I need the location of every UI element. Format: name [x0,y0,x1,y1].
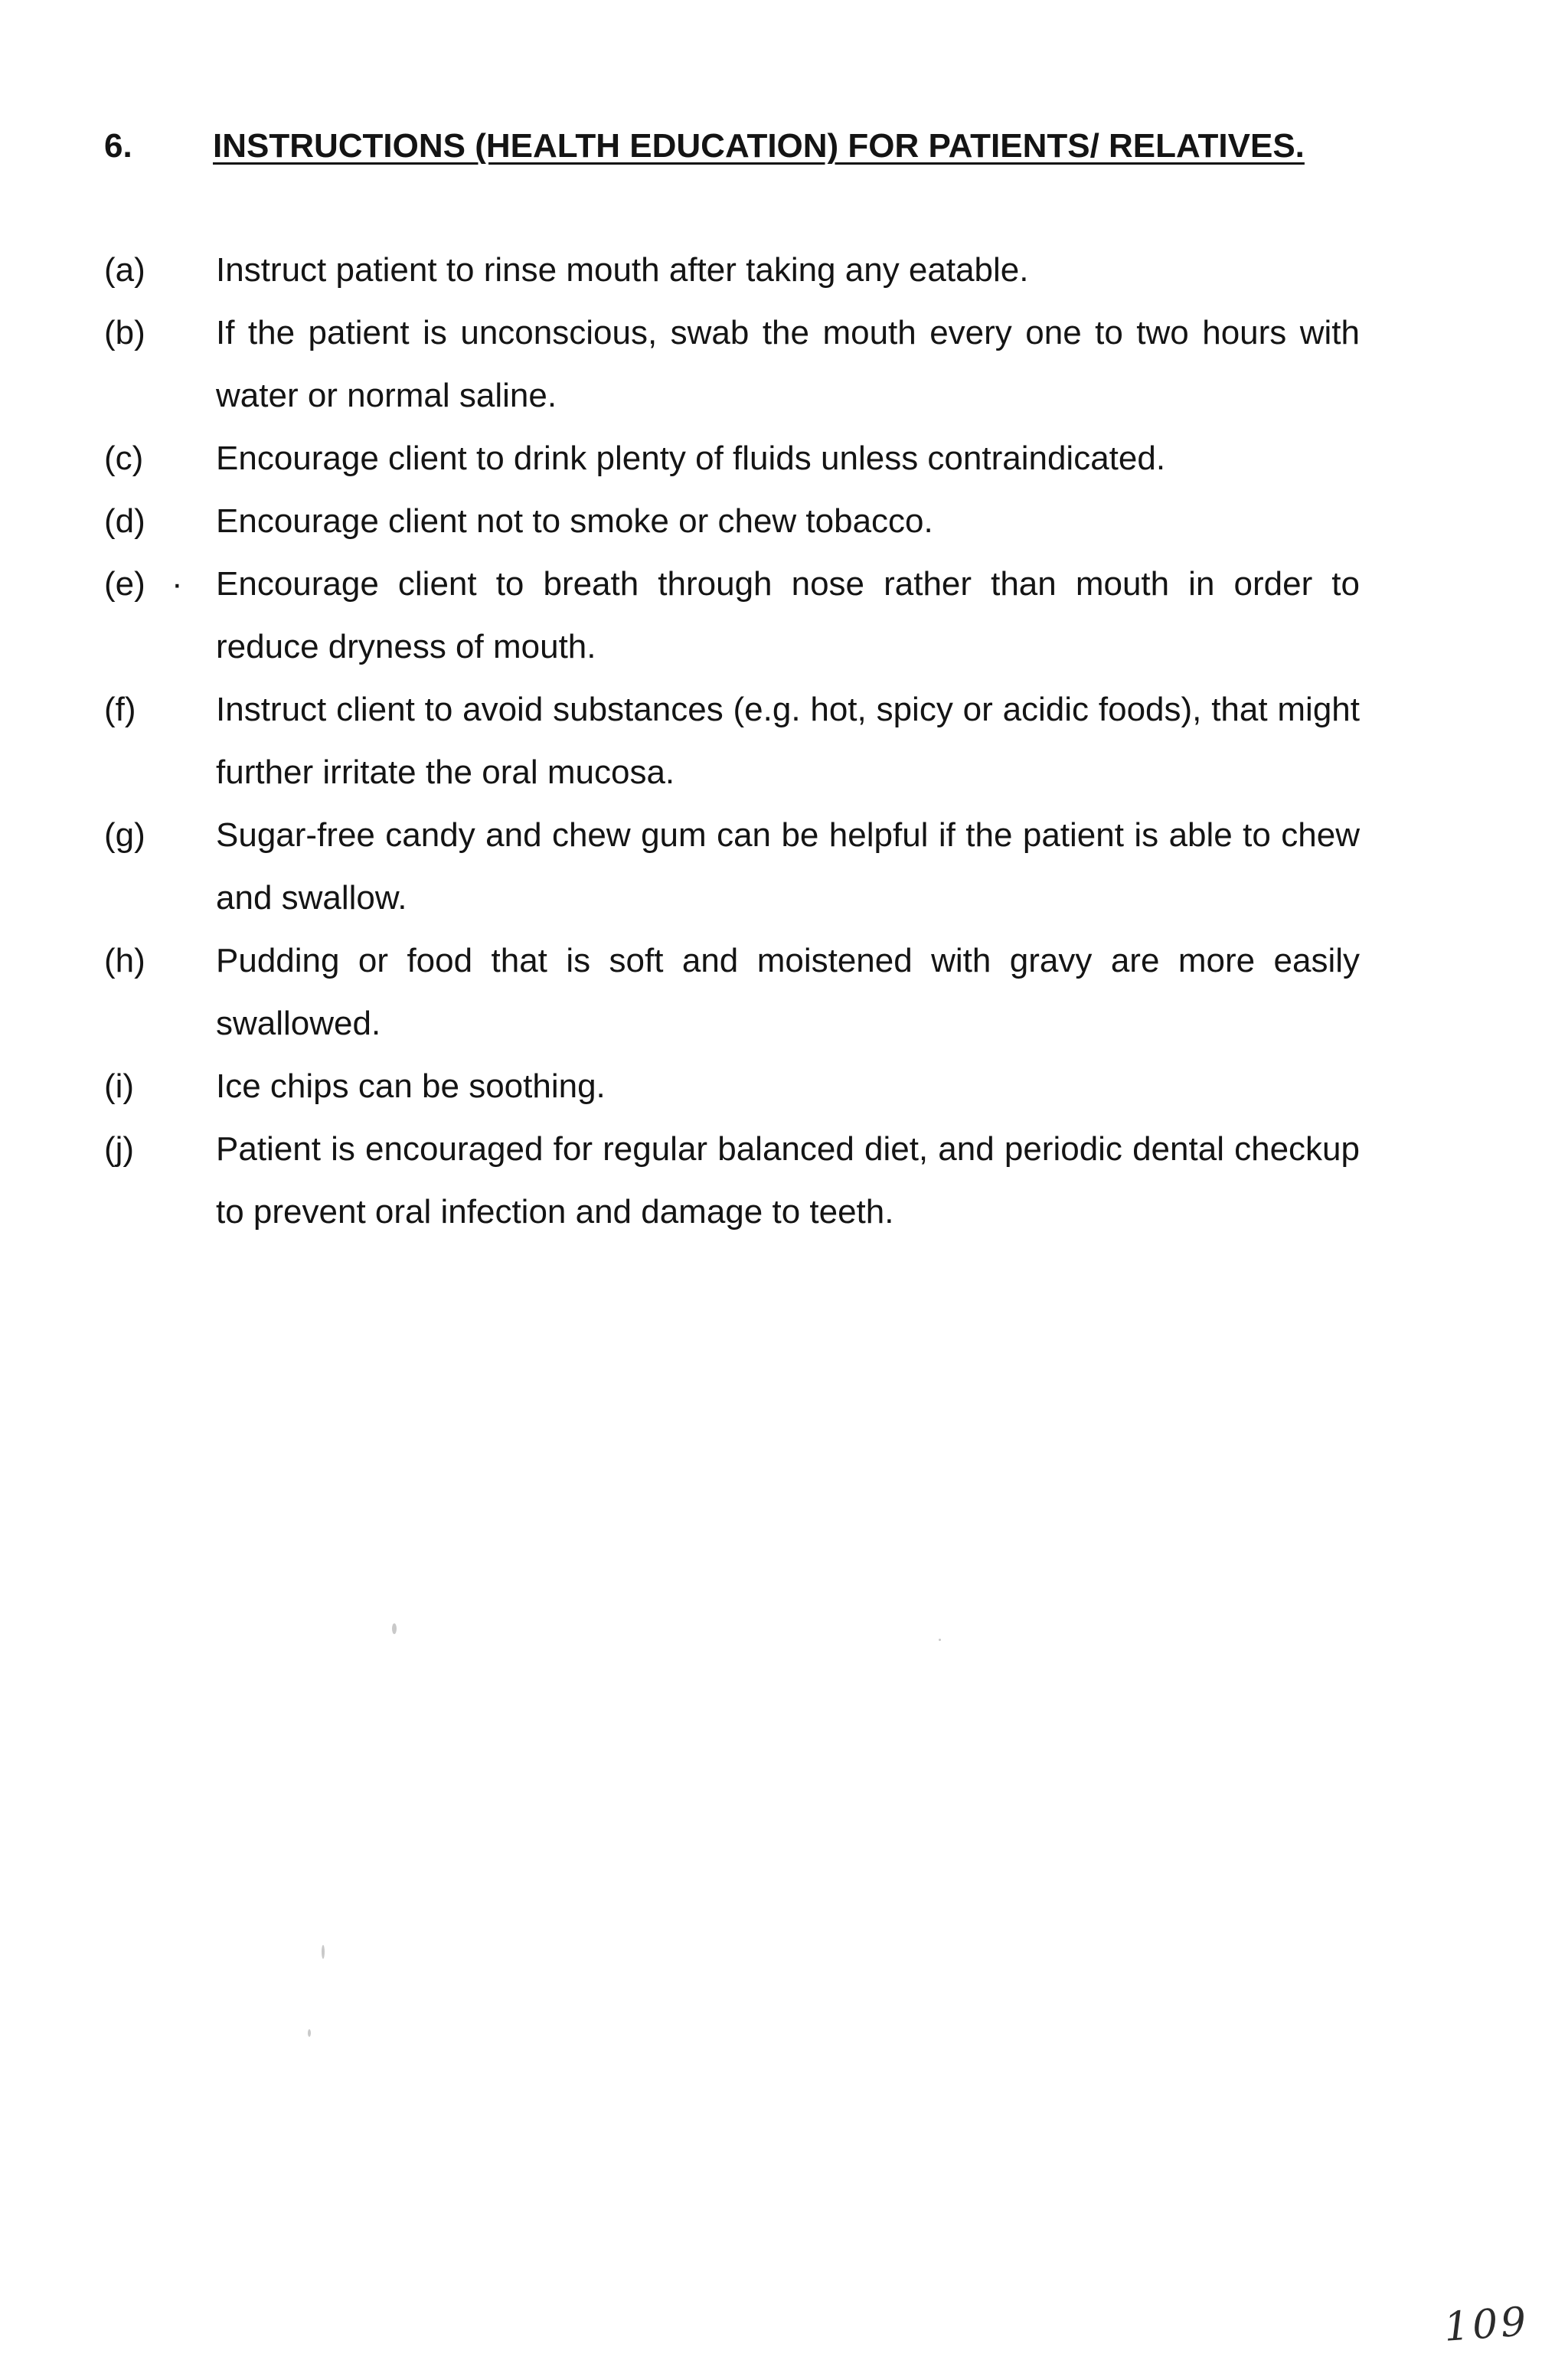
list-item-text: Sugar-free candy and chew gum can be helpful if the patient is able to chew and swallow. [216,816,1360,917]
list-item-marker: (d) [104,502,145,540]
list-item-text: Ice chips can be soothing. [216,1067,606,1105]
list-item-text: If the patient is unconscious, swab the mouth every one to two hours with water or normal saline. [216,314,1360,414]
list-item-text: Instruct client to avoid substances (e.g. hot, spicy or acidic foods), that might further irritate the oral mucosa. [216,691,1360,791]
list-item [104,804,1360,930]
list-item [104,678,1360,804]
page-number: 109 [1442,2299,1531,2351]
list-item-marker: (h) [104,942,145,979]
list-item-text: Pudding or food that is soft and moistened with gravy are more easily swallowed. [216,942,1360,1042]
list-item [104,1118,1360,1244]
list-item [104,553,1360,678]
list-item [104,302,1360,427]
list-item-text: Encourage client to breath through nose rather than mouth in order to reduce dryness of mouth. [216,565,1360,665]
scan-speck [308,2029,311,2037]
scan-speck [322,1945,325,1959]
list-item [104,1055,1360,1118]
list-item-marker: (g) [104,816,145,854]
scan-speck [392,1623,397,1634]
list-item [104,427,1360,490]
scan-speck [939,1639,941,1641]
list-item [104,490,1360,553]
stray-mark-icon: · [172,565,183,603]
list-item [104,930,1360,1055]
list-item-marker: (c) [104,440,144,477]
list-item-marker: (b) [104,314,145,351]
section-title: INSTRUCTIONS (HEALTH EDUCATION) FOR PATIENTS/ RELATIVES. [213,127,1305,165]
list-item-text: Patient is encouraged for regular balanced diet, and periodic dental checkup to prevent oral infection and damage to teeth. [216,1130,1360,1231]
list-item-marker: (a) [104,251,145,289]
list-item-text: Instruct patient to rinse mouth after taking any eatable. [216,251,1029,289]
list-item [104,239,1360,302]
instruction-list [104,239,1360,1244]
section-number: 6. [104,127,132,165]
list-item-marker: (e) [104,565,145,603]
list-item-text: Encourage client not to smoke or chew tobacco. [216,502,933,540]
list-item-marker: (i) [104,1067,135,1105]
list-item-text: Encourage client to drink plenty of fluids unless contraindicated. [216,440,1166,477]
list-item-marker: (f) [104,691,136,728]
list-item-marker: (j) [104,1130,135,1168]
